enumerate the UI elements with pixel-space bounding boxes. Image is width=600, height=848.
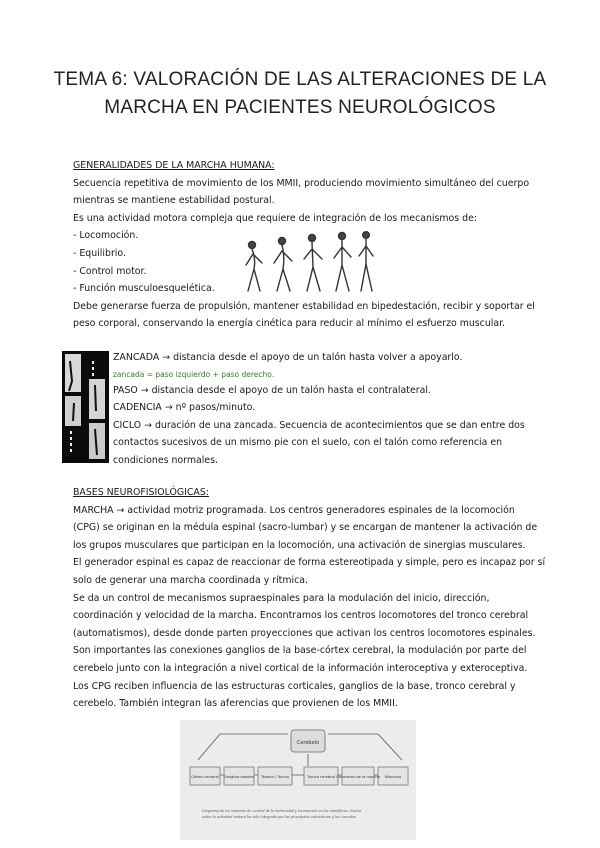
ciclo-definition: condiciones normales. [113,454,218,466]
zancada-definition: ZANCADA → distancia desde el apoyo de un talón hasta volver a apoyarlo. [113,352,463,363]
paragraph-line: cerebelo junto con la integración a nivel cortical de la información interoceptiva y exteroceptiva. [73,662,528,674]
diagram-node: Ganglios basales [223,775,255,779]
paragraph-line: (CPG) se originan en la médula espinal (sacro-lumbar) y se encargan de mantener la activación de [73,522,538,534]
paragraph-line: coordinación y velocidad de la marcha. Encontramos los centros locomotores del tronco cerebral [73,610,529,622]
list-item: - Función musculoesquelética. [73,283,215,295]
title-line-2: MARCHA EN PACIENTES NEUROLÓGICOS [104,97,496,118]
paragraph-line: Secuencia repetitiva de movimiento de los MMII, produciendo movimiento simultáneo del cuerpo [73,177,530,189]
paragraph-line: Es una actividad motora compleja que requiere de integración de los mecanismos de: [73,212,478,224]
list-item: - Locomoción. [73,230,139,242]
paragraph-line: cerebelo. También integran las aferencias que provienen de los MMII. [73,698,398,710]
diagram-node: Córtex cerebral [191,775,219,779]
gait-definitions [113,349,533,470]
paragraph-line: Se da un control de mecanismos supraespinales para la modulación del inicio, dirección, [73,592,490,604]
diagram-node: Músculos [384,775,402,779]
section-heading: GENERALIDADES DE LA MARCHA HUMANA: [73,160,275,171]
paragraph-line: los grupos musculares que participan en la locomoción, una activación de sinergias musculares. [73,539,526,551]
section-bases-neurofisiologicas [73,484,546,713]
section-heading: BASES NEUROFISIOLÓGICAS: [73,487,209,498]
diagram-node: Tálamo / Tronco [261,775,289,779]
gait-photo-sequence [62,351,109,463]
paragraph-line: (automatismos), desde donde parten proyecciones que activan los centros locomotores espinales. [73,627,536,639]
ciclo-definition: contactos sucesivos de un mismo pie con el suelo, con el talón como referencia en [113,437,503,449]
paragraph-line: mientras se mantiene estabilidad postural. [73,195,275,207]
zancada-note: zancada = paso izquierdo + paso derecho. [113,369,275,379]
diagram-top-node: Cerebelo [296,740,320,746]
ciclo-definition: CICLO → duración de una zancada. Secuencia de acontecimientos que se dan entre dos [113,419,525,431]
paragraph-line: Los CPG reciben influencia de las estructuras corticales, ganglios de la base, tronco cerebral y [73,680,516,692]
list-item: - Control motor. [73,265,147,277]
title-line-1: TEMA 6: VALORACIÓN DE LAS ALTERACIONES DE LA [53,69,547,90]
walking-figures-illustration [238,229,376,297]
paragraph-line: El generador espinal es capaz de reaccionar de forma estereotipada y simple, pero es incapaz por sí [73,557,546,569]
gait-filmstrip-image [62,351,109,463]
paragraph-line: solo de generar una marcha coordinada y rítmica. [73,574,308,586]
list-item: - Equilibrio. [73,247,126,259]
page-title [40,66,560,122]
diagram-node: Tronco cerebral [307,775,335,779]
cadencia-definition: CADENCIA → nº pasos/minuto. [113,402,256,414]
diagram-caption: Diagrama de los sistemas de control de la motricidad y locomoción en los mamíferos. Nuevo [202,809,362,813]
paso-definition: PASO → distancia desde el apoyo de un talón hasta el contralateral. [113,384,431,396]
motor-control-diagram [180,720,416,840]
diagram-graphic [180,720,416,840]
diagram-node: Generador de la marcha [336,775,380,779]
paragraph-line: Debe generarse fuerza de propulsión, mantener estabilidad en bipedestación, recibir y soportar el [73,300,535,312]
paragraph-line: Son importantes las conexiones ganglios de la base-córtex cerebral, la modulación por parte del [73,645,527,657]
diagram-caption: sobre la actividad motora ha sido integrada por las principales estructuras y los circuitos [202,815,356,819]
paragraph-line: peso corporal, conservando la energía cinética para reducir al mínimo el esfuerzo muscular. [73,318,506,330]
paragraph-line: MARCHA → actividad motriz programada. Los centros generadores espinales de la locomoción [73,504,515,516]
